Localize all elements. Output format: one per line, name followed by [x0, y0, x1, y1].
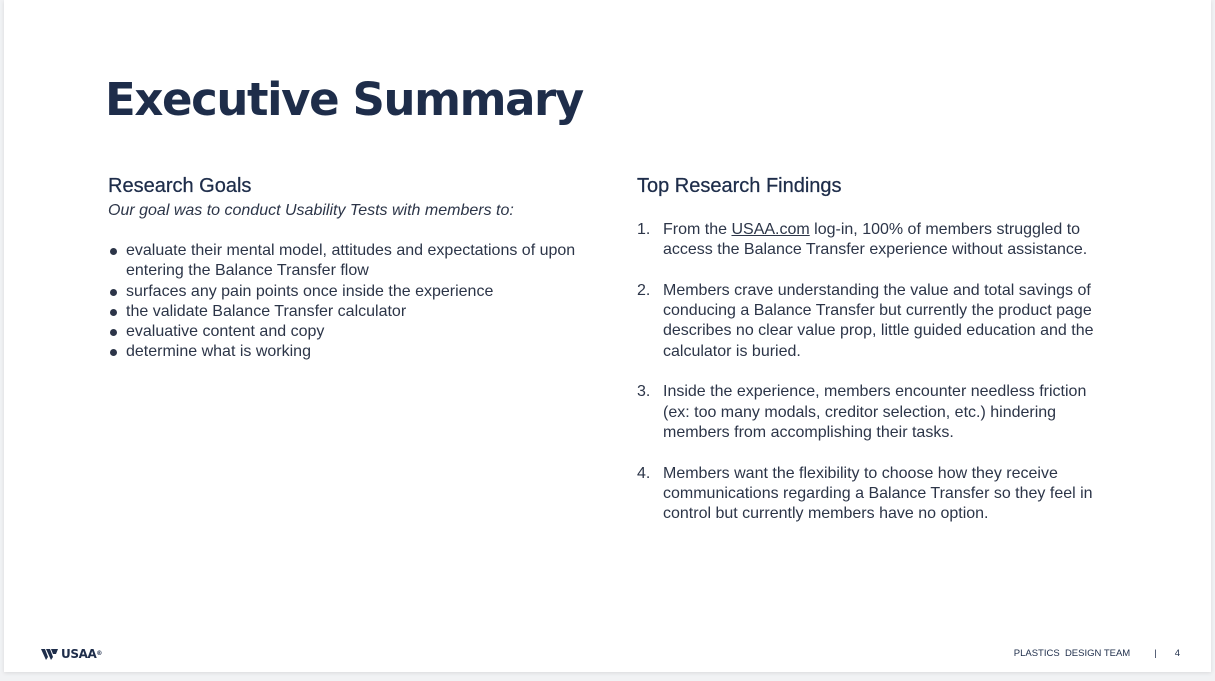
finding-text-after-link: log-in, 100% of members struggled to access the Balance Transfer experience without assistance. [663, 221, 1088, 259]
list-item [637, 220, 1117, 261]
page-number: 4 [1174, 648, 1180, 659]
logo-text: USAA® [61, 647, 102, 661]
list-item [108, 241, 578, 282]
findings-list [637, 220, 1117, 524]
usaa-link[interactable]: USAA.com [731, 221, 810, 238]
list-item [108, 322, 578, 342]
bullet-icon [110, 248, 117, 255]
bullet-text: surfaces any pain points once inside the experience [126, 282, 494, 300]
research-goals-section [108, 172, 578, 363]
finding-text: Members want the flexibility to choose how they receive communications regarding a Balance Transfer so they feel in control but currently members have no option. [663, 464, 1093, 523]
research-goals-list [108, 241, 578, 363]
footer-separator: | [1154, 648, 1157, 659]
slide [4, 0, 1211, 672]
bullet-text: evaluate their mental model, attitudes and expectations of upon entering the Balance Transfer flow [126, 242, 576, 280]
list-item [637, 281, 1117, 362]
bullet-text: determine what is working [126, 343, 311, 361]
finding-number: 2. [637, 281, 651, 299]
finding-number: 1. [637, 221, 651, 238]
page-title: Executive Summary [105, 73, 583, 126]
bullet-icon [110, 349, 117, 356]
research-goals-intro: Our goal was to conduct Usability Tests with members to: [108, 202, 514, 219]
list-item [108, 282, 578, 302]
team-name: PLASTICS DESIGN TEAM [1013, 648, 1131, 659]
usaa-logo [41, 647, 102, 661]
list-item [108, 302, 578, 322]
finding-number: 3. [637, 383, 651, 401]
bullet-icon [110, 329, 117, 336]
finding-text-before-link: From the [663, 221, 732, 238]
list-item [108, 342, 578, 362]
list-item [637, 382, 1117, 443]
finding-text: Members crave understanding the value and total savings of conducing a Balance Transfer but currently the product page describes no clear value prop, little guided education and the calculator is buried. [663, 281, 1094, 360]
footer-info [1014, 647, 1180, 661]
research-goals-heading: Research Goals [108, 175, 252, 197]
bullet-icon [110, 289, 117, 296]
usaa-eagle-icon [41, 648, 59, 661]
bullet-icon [110, 309, 117, 316]
list-item [637, 464, 1117, 525]
bullet-text: the validate Balance Transfer calculator [126, 302, 407, 320]
finding-number: 4. [637, 464, 651, 482]
findings-section [637, 172, 1117, 545]
bullet-text: evaluative content and copy [126, 323, 325, 341]
findings-heading: Top Research Findings [637, 175, 842, 197]
finding-text: Inside the experience, members encounter needless friction (ex: too many modals, creditor selection, etc.) hindering members from accomplishing their tasks. [663, 383, 1087, 441]
